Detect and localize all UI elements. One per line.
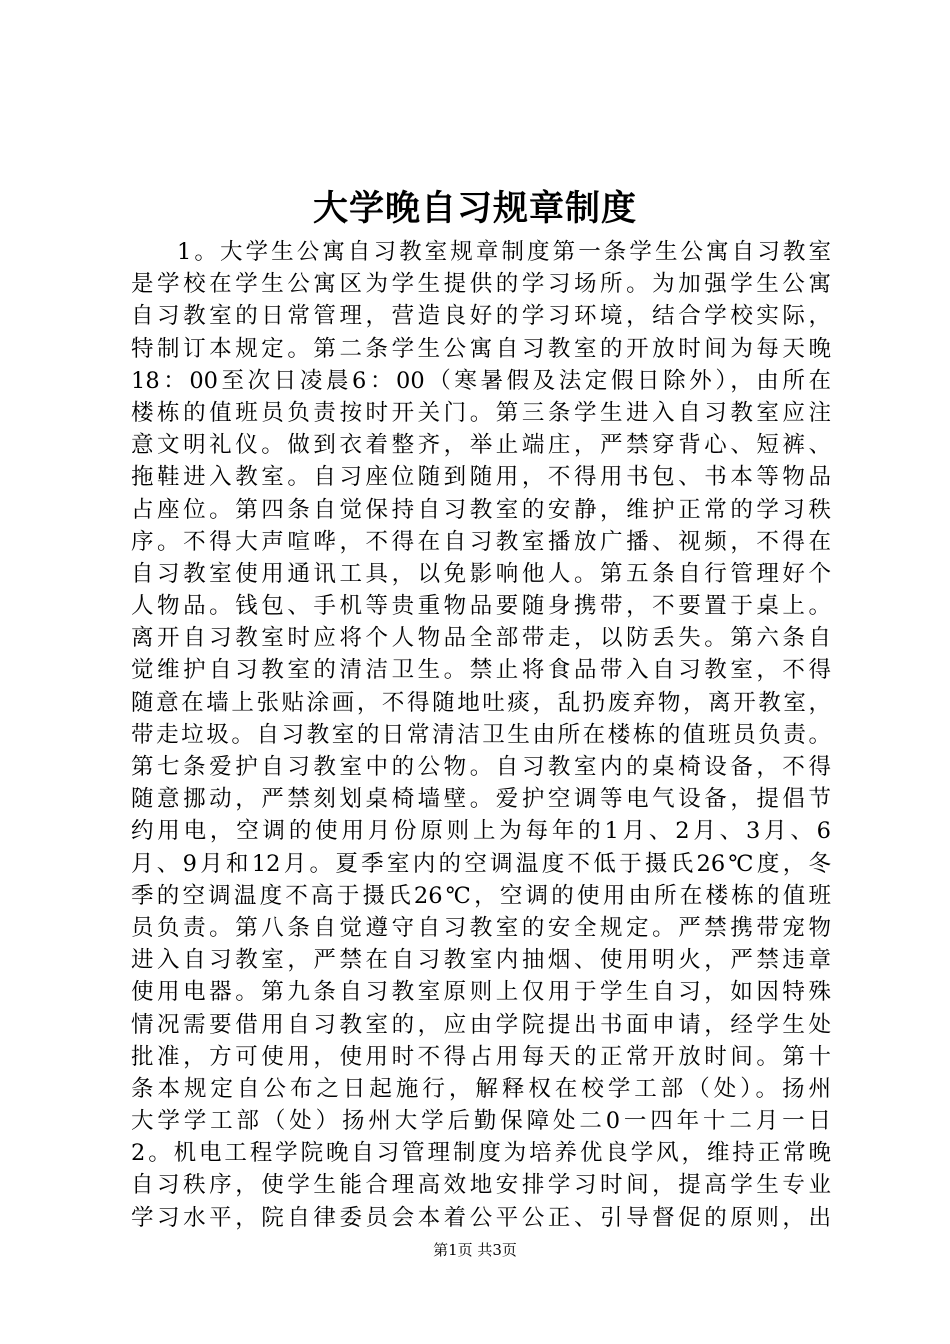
body-line: 学习水平，院自律委员会本着公平公正、引导督促的原则，出 bbox=[131, 1204, 831, 1231]
body-line: 季的空调温度不高于摄氏26℃，空调的使用由所在楼栋的值班 bbox=[131, 882, 831, 909]
body-line: 楼栋的值班员负责按时开关门。第三条学生进入自习教室应注 bbox=[131, 399, 831, 426]
document-body bbox=[131, 236, 831, 1234]
document-title: 大学晚自习规章制度 bbox=[312, 188, 637, 229]
body-line: 情况需要借用自习教室的，应由学院提出书面申请，经学生处 bbox=[131, 1011, 831, 1038]
body-line: 觉维护自习教室的清洁卫生。禁止将食品带入自习教室，不得 bbox=[131, 657, 831, 684]
body-line: 条本规定自公布之日起施行，解释权在校学工部（处）。扬州 bbox=[131, 1075, 831, 1102]
body-line: 使用电器。第九条自习教室原则上仅用于学生自习，如因特殊 bbox=[131, 979, 831, 1006]
body-line: 员负责。第八条自觉遵守自习教室的安全规定。严禁携带宠物 bbox=[131, 914, 831, 941]
body-line: 2。机电工程学院晚自习管理制度为培养优良学风，维持正常晚 bbox=[131, 1140, 831, 1167]
body-line: 特制订本规定。第二条学生公寓自习教室的开放时间为每天晚 bbox=[131, 335, 831, 362]
body-line: 随意在墙上张贴涂画，不得随地吐痰，乱扔废弃物，离开教室， bbox=[131, 689, 831, 716]
body-line: 占座位。第四条自觉保持自习教室的安静，维护正常的学习秩 bbox=[131, 496, 831, 523]
body-line: 进入自习教室，严禁在自习教室内抽烟、使用明火，严禁违章 bbox=[131, 947, 831, 974]
body-line: 人物品。钱包、手机等贵重物品要随身携带，不要置于桌上。 bbox=[131, 593, 831, 620]
body-line: 月、9月和12月。夏季室内的空调温度不低于摄氏26℃度，冬 bbox=[131, 850, 831, 877]
body-line: 约用电，空调的使用月份原则上为每年的1月、2月、3月、6 bbox=[131, 818, 831, 845]
body-line: 自习秩序，使学生能合理高效地安排学习时间，提高学生专业 bbox=[131, 1172, 831, 1199]
body-line: 大学学工部（处）扬州大学后勤保障处二0一四年十二月一日 bbox=[131, 1108, 831, 1135]
body-line: 自习教室的日常管理，营造良好的学习环境，结合学校实际， bbox=[131, 303, 831, 330]
body-line: 自习教室使用通讯工具，以免影响他人。第五条自行管理好个 bbox=[131, 560, 831, 587]
body-line: 批准，方可使用，使用时不得占用每天的正常开放时间。第十 bbox=[131, 1043, 831, 1070]
page-footer: 第1页 共3页 bbox=[433, 1241, 517, 1259]
body-line: 带走垃圾。自习教室的日常清洁卫生由所在楼栋的值班员负责。 bbox=[131, 721, 831, 748]
body-line: 是学校在学生公寓区为学生提供的学习场所。为加强学生公寓 bbox=[131, 271, 831, 298]
body-line: 随意挪动，严禁刻划桌椅墙壁。爱护空调等电气设备，提倡节 bbox=[131, 786, 831, 813]
body-line: 18：00至次日凌晨6：00（寒暑假及法定假日除外），由所在 bbox=[131, 367, 831, 394]
body-line: 拖鞋进入教室。自习座位随到随用，不得用书包、书本等物品 bbox=[131, 464, 831, 491]
body-line: 离开自习教室时应将个人物品全部带走，以防丢失。第六条自 bbox=[131, 625, 831, 652]
body-line: 序。不得大声喧哗，不得在自习教室播放广播、视频，不得在 bbox=[131, 528, 831, 555]
body-line: 第七条爱护自习教室中的公物。自习教室内的桌椅设备，不得 bbox=[131, 754, 831, 780]
body-line: 意文明礼仪。做到衣着整齐，举止端庄，严禁穿背心、短裤、 bbox=[131, 432, 831, 459]
body-line: 1。大学生公寓自习教室规章制度第一条学生公寓自习教室 bbox=[177, 239, 831, 265]
